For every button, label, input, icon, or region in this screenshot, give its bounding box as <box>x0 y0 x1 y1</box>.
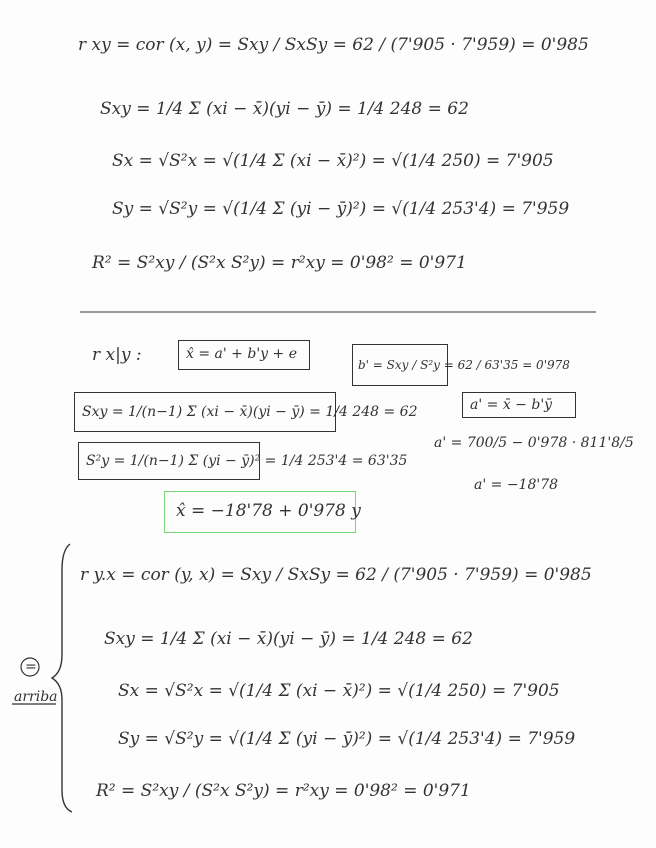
s-xy-formula: Sxy = 1/(n−1) Σ (xi − x̄)(yi − ȳ) = 1/4 248 = 62 <box>82 404 418 420</box>
a-prime-formula: a' = x̄ − b'ȳ <box>470 397 553 413</box>
equals-note: = <box>25 659 37 675</box>
arriba-note: arriba <box>14 689 58 705</box>
formula-r-xy: r xy = cor (x, y) = Sxy / SxSy = 62 / (7'905 · 7'959) = 0'985 <box>78 35 589 55</box>
model-formula: x̂ = a' + b'y + e <box>186 346 297 362</box>
s2-y-formula: S²y = 1/(n−1) Σ (yi − ȳ)² = 1/4 253'4 = 63'35 <box>86 453 408 469</box>
formula-s-xy-2: Sxy = 1/4 Σ (xi − x̄)(yi − ȳ) = 1/4 248 = 62 <box>104 629 473 649</box>
formula-s-x: Sx = √S²x = √(1/4 Σ (xi − x̄)²) = √(1/4 250) = 7'905 <box>112 151 554 171</box>
formula-s-y-2: Sy = √S²y = √(1/4 Σ (yi − ȳ)²) = √(1/4 253'4) = 7'959 <box>118 729 576 749</box>
b-prime-formula: b' = Sxy / S²y = 62 / 63'35 = 0'978 <box>358 358 570 372</box>
formula-r-squared: R² = S²xy / (S²x S²y) = r²xy = 0'98² = 0'971 <box>92 253 467 273</box>
formula-s-y: Sy = √S²y = √(1/4 Σ (yi − ȳ)²) = √(1/4 253'4) = 7'959 <box>112 199 570 219</box>
formula-r-yx: r y.x = cor (y, x) = Sxy / SxSy = 62 / (7'905 · 7'959) = 0'985 <box>80 565 592 585</box>
formula-s-xy: Sxy = 1/4 Σ (xi − x̄)(yi − ȳ) = 1/4 248 = 62 <box>100 99 469 119</box>
regression-title: r x|y : <box>92 345 142 365</box>
formula-r-squared-2: R² = S²xy / (S²x S²y) = r²xy = 0'98² = 0'971 <box>96 781 471 801</box>
a-prime-result: a' = −18'78 <box>474 477 559 493</box>
a-prime-calculation: a' = 700/5 − 0'978 · 811'8/5 <box>434 435 634 451</box>
formula-s-x-2: Sx = √S²x = √(1/4 Σ (xi − x̄)²) = √(1/4 250) = 7'905 <box>118 681 560 701</box>
regression-equation: x̂ = −18'78 + 0'978 y <box>176 501 361 521</box>
